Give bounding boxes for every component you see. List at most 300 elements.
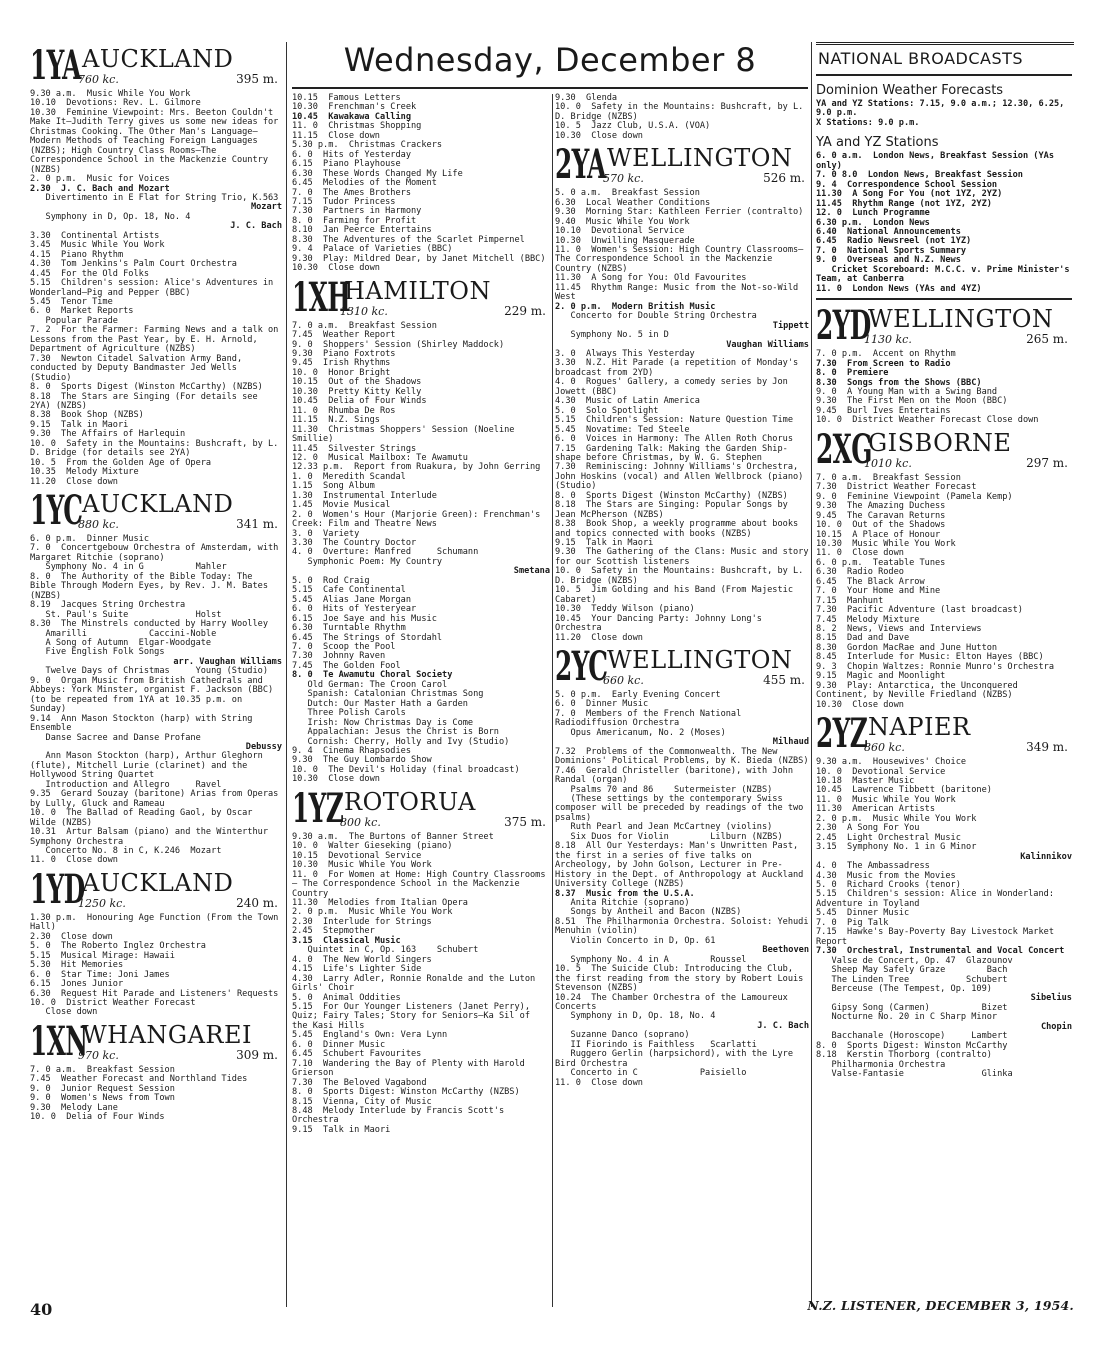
station-name: HAMILTON <box>344 276 491 305</box>
program-entry: 5. 0 Animal Oddities <box>292 992 401 1003</box>
program-entry: 10.30 Close down <box>555 130 643 141</box>
station-list <box>816 302 1072 1080</box>
program-entry: Suzanne Danco (soprano) <box>555 1030 690 1041</box>
program-entry: 8. 2 News, Views and Interviews <box>816 624 982 635</box>
station-callsign: 2YC <box>555 643 608 691</box>
program-entry: 11.45 Rhythm Range (not 1YZ, 2YZ) <box>816 198 992 209</box>
column-divider <box>286 42 287 1307</box>
program-entry: 10. 0 Safety in the Mountains: Bushcraft, by L. D. Bridge (for details see 2YA) <box>30 438 284 459</box>
program-entry: Songs by Antheil and Bacon (NZBS) <box>555 907 742 918</box>
program-entry: 9.45 The Caravan Returns <box>816 510 946 521</box>
program-entry: 8. 0 Te Awamutu Choral Society <box>292 670 453 681</box>
station-callsign: 2YA <box>555 141 606 189</box>
station-frequency: 1130 kc. <box>864 333 912 347</box>
program-entry: 3. 0 Always This Yesterday <box>555 348 695 359</box>
program-entry: Irish: Now Christmas Day is Come <box>292 717 474 728</box>
program-entry: Tippett <box>772 320 809 331</box>
program-entry: 11.45 Silvester Strings <box>292 443 417 454</box>
program-entry: 5. 0 p.m. Early Evening Concert <box>555 690 721 701</box>
station-frequency: 860 kc. <box>864 741 905 755</box>
station-wavelength: 229 m. <box>504 303 546 318</box>
national-broadcasts-title: NATIONAL BROADCASTS <box>818 49 1024 68</box>
station-wavelength: 375 m. <box>504 814 546 829</box>
program-entry: 10. 5 From the Golden Age of Opera <box>30 457 212 468</box>
program-entry: Three Polish Carols <box>292 708 406 719</box>
program-entry: Kalinnikov <box>1020 851 1072 862</box>
station-frequency: 800 kc. <box>340 815 381 829</box>
program-entry: 2.30 J. C. Bach and Mozart <box>30 183 170 194</box>
program-entry: 3.15 Symphony No. 1 in G Minor <box>816 842 977 853</box>
section-rule <box>816 74 1072 76</box>
program-entry: Six Duos for Violin Lilburn (NZBS) <box>555 831 783 842</box>
program-entry: 9.15 Talk in Maori <box>292 1124 391 1135</box>
program-entry: 10.30 Music While You Work <box>816 538 956 549</box>
program-entry: 9. 3 Chopin Waltzes: Ronnie Munro's Orchestra <box>816 661 1054 672</box>
program-entry: 3.30 N.Z. Hit Parade (a repetition of Monday's broadcast from 2YD) <box>555 358 804 378</box>
program-entry: 11. 0 Rhumba De Ros <box>292 405 396 416</box>
program-entry: 7.30 District Weather Forecast <box>816 482 977 493</box>
station-frequency: 1250 kc. <box>78 896 126 910</box>
program-entry: 9.45 Burl Ives Entertains <box>816 405 951 416</box>
program-entry: 9.15 Talk in Maori <box>555 538 654 549</box>
program-entry: 5.30 p.m. Christmas Crackers <box>292 140 443 151</box>
program-entry: 7.45 The Golden Fool <box>292 660 401 671</box>
program-entry: 10. 0 Out of the Shadows <box>816 520 946 531</box>
day-heading-rule <box>292 87 808 89</box>
publication-line: N.Z. LISTENER, DECEMBER 3, 1954. <box>807 1298 1074 1313</box>
program-entry: Ruggero Gerlin (harpsichord), with the Lyre Bird Orchestra <box>555 1049 799 1069</box>
program-entry: 8. 0 Sports Digest (Winston McCarthy) (NZBS) <box>30 382 263 393</box>
program-entry: 9.14 Ann Mason Stockton (harp) with String Ensemble <box>30 713 258 734</box>
program-entry: 6. 0 Voices in Harmony: The Allen Roth Chorus <box>555 434 793 445</box>
program-entry: 10.24 The Chamber Orchestra of the Lamoureux Concerts <box>555 992 794 1012</box>
program-entry: YA and YZ Stations: 7.15, 9.0 a.m.; 12.30, 6.25, 9.0 p.m. <box>816 99 1070 119</box>
program-entry: 9.30 Piano Foxtrots <box>292 348 396 359</box>
program-entry: 8.18 The Stars are Singing: Popular Songs by Jean McPherson (NZBS) <box>555 500 794 520</box>
program-entry: 2. 0 p.m. Music While You Work <box>292 907 453 918</box>
program-entry: Debussy <box>245 742 282 752</box>
program-entry: 11. 0 Christmas Shopping <box>292 121 422 132</box>
program-entry: 6.30 p.m. London News <box>816 217 930 228</box>
station-header <box>292 784 550 832</box>
column-1 <box>30 42 282 1123</box>
program-entry: 12. 0 Lunch Programme <box>816 208 930 219</box>
program-entry: 7. 0 Scoop the Pool <box>292 642 396 653</box>
program-entry: Cornish: Cherry, Holly and Ivy (Studio) <box>292 736 510 747</box>
program-entry: Concerto for Double String Orchestra <box>555 311 757 322</box>
program-entry: 11. 0 Close down <box>555 1077 643 1088</box>
program-entry: 6.45 The Black Arrow <box>816 576 925 587</box>
program-entry: 7.45 Weather Report <box>292 330 396 341</box>
program-entry: Danse Sacree and Danse Profane <box>30 732 201 743</box>
program-entry: 10.31 Artur Balsam (piano) and the Winterthur Symphony Orchestra <box>30 827 274 847</box>
program-entry: 6. 0 Hits of Yesteryear <box>292 604 417 615</box>
program-entry: 6.30 Local Weather Conditions <box>555 197 711 208</box>
program-entry: 5.15 Children's session: Alice in Wonderland: Adventure in Toyland <box>816 889 1060 909</box>
station-wavelength: 341 m. <box>236 517 278 532</box>
station-frequency: 660 kc. <box>603 674 644 688</box>
program-entry: 2.30 Interlude for Strings <box>292 916 432 927</box>
program-entry: 5. 0 Richard Crooks (tenor) <box>816 880 961 890</box>
program-entry: 10.15 A Place of Honour <box>816 529 941 540</box>
program-entry: Five English Folk Songs <box>30 647 165 658</box>
program-entry: Ruth Pearl and Jean McCartney (violins) <box>555 822 773 833</box>
program-entry: Valse de Concert, Op. 47 Glazounov <box>816 955 1013 966</box>
program-entry: Philharmonia Orchestra <box>816 1059 946 1070</box>
program-entry: 7. 0 Your Home and Mine <box>816 586 941 597</box>
station-header <box>816 710 1072 758</box>
day-heading: Wednesday, December 8 <box>343 41 757 79</box>
station-name: WELLINGTON <box>607 646 793 675</box>
station-callsign: 1YZ <box>292 784 344 832</box>
program-entry: 7. 0 a.m. Breakfast Session <box>30 1064 175 1075</box>
program-entry: 9.30 Play: Mildred Dear, by Janet Mitchell (BBC) <box>292 253 546 264</box>
program-entry: 10.30 Frenchman's Creek <box>292 102 417 113</box>
program-entry: 9.30 The Guy Lombardo Show <box>292 755 432 766</box>
program-entry: 11. 0 Close down <box>30 855 118 866</box>
station-wavelength: 297 m. <box>1026 455 1068 470</box>
program-entry: 9. 4 Correspondence School Session <box>816 179 998 190</box>
program-entry: 5. 0 Solo Spotlight <box>555 405 659 416</box>
station-callsign: 1YD <box>30 865 85 913</box>
program-entry: 10. 0 The Devil's Holiday (final broadcast) <box>292 764 520 775</box>
program-entry: 2.30 Close down <box>30 931 113 942</box>
program-entry: 11. 0 Women's Session: High Country Classrooms—The Correspondence School in the Mackenzie Country (NZBS) <box>555 244 804 274</box>
program-entry: 7. 2 For the Farmer: Farming News and a talk on Lessons from the Past Year, by E. H. Arnold, Department of Agriculture (NZBS) <box>30 325 284 355</box>
program-entry: 2. 0 Women's Hour (Marjorie Green): Frenchman's Creek: Film and Theatre News <box>292 509 546 530</box>
national-top-rule <box>816 42 1074 45</box>
program-entry: 7.45 Weather Forecast and Northland Tides <box>30 1074 248 1085</box>
program-entry: 7. 0 The Ames Brothers <box>292 187 411 198</box>
program-entry: 8.30 Gordon MacRae and June Hutton <box>816 642 998 653</box>
program-entry: 7.30 Reminiscing: Johnny Williams's Orchestra, John Hoskins (vocal) and Allen Wellbrock (piano) (Studio) <box>555 462 809 492</box>
program-entry: 10.35 Melody Mixture <box>30 467 139 478</box>
program-entry: 7.45 Melody Mixture <box>816 614 920 625</box>
station-name: AUCKLAND <box>82 490 234 519</box>
program-entry: 7.30 Pacific Adventure (last broadcast) <box>816 605 1023 616</box>
program-entry: Close down <box>30 1007 98 1018</box>
program-entry: 5.15 Musical Mirage: Hawaii <box>30 950 175 961</box>
program-entry: 5. 0 Rod Craig <box>292 575 370 586</box>
program-entry: 4. 0 The Ambassadress <box>816 861 930 872</box>
program-entry: 8.30 The Adventures of the Scarlet Pimpernel <box>292 234 525 245</box>
program-entry: 9.30 Morning Star: Kathleen Ferrier (contralto) <box>555 207 804 218</box>
program-entry: 7.30 The Beloved Vagabond <box>292 1077 427 1088</box>
program-entry: 6.30 These Words Changed My Life <box>292 168 463 179</box>
program-entry: 7. 0 a.m. Breakfast Session <box>816 472 961 483</box>
program-entry: 10. 0 Devotional Service <box>816 766 946 777</box>
program-entry: 10.30 Close down <box>292 774 380 785</box>
program-entry: Cricket Scoreboard: M.C.C. v. Prime Minister's Team, at Canberra <box>816 264 1075 285</box>
program-entry: Symphony in D, Op. 18, No. 4 <box>555 1011 716 1022</box>
weather-list <box>816 100 1072 128</box>
program-entry: 10. 0 Delia of Four Winds <box>30 1112 165 1123</box>
program-entry: Milhaud <box>772 737 809 748</box>
program-entry: 4.15 Piano Rhythm <box>30 249 124 260</box>
program-entry: 11.30 Melodies from Italian Opera <box>292 897 468 908</box>
station-frequency: 1010 kc. <box>864 456 912 470</box>
program-entry: 8.10 Jan Peerce Entertains <box>292 225 432 236</box>
program-entry: 3.45 Music While You Work <box>30 240 165 251</box>
program-entry: 8. 0 Sports Digest (Winston McCarthy) (NZBS) <box>555 490 788 501</box>
program-entry: 9. 4 Cinema Rhapsodies <box>292 746 411 756</box>
program-entry: 11.30 Christmas Shoppers' Session (Noeline Smillie) <box>292 424 520 445</box>
program-entry: 6. 0 Dinner Music <box>292 1039 386 1050</box>
program-entry: Popular Parade <box>30 315 118 326</box>
program-entry: 4.45 For the Old Folks <box>30 268 149 279</box>
program-entry: St. Paul's Suite Holst <box>30 609 222 620</box>
program-entry: 5.30 Hit Memories <box>30 960 124 971</box>
station-name: WELLINGTON <box>868 305 1054 334</box>
column-divider <box>811 42 812 1307</box>
program-entry: 10.30 Music While You Work <box>292 860 432 871</box>
station-wavelength: 265 m. <box>1026 332 1068 347</box>
program-entry: 8.19 Jacques String Orchestra <box>30 600 186 611</box>
program-entry: 8.30 The Minstrels conducted by Harry Woolley <box>30 619 268 630</box>
program-entry: 10.10 Devotional Service <box>555 226 685 237</box>
program-entry: X Stations: 9.0 p.m. <box>816 117 920 128</box>
program-entry: 10. 5 Jim Golding and his Band (From Majestic Cabaret) <box>555 585 799 605</box>
program-entry: 5.15 For Our Younger Listeners (Janet Perry), Quiz; Fairy Tales; Story for Seniors—Ka Sil of the Kasi Hills <box>292 1001 536 1031</box>
program-entry: 2. 0 p.m. Modern British Music <box>555 301 716 312</box>
program-entry: 9.15 Talk in Maori <box>30 419 129 430</box>
program-entry: 5.45 England's Own: Vera Lynn <box>292 1030 448 1041</box>
program-entry: 7. 0 Concertgebouw Orchestra of Amsterdam, with Margaret Ritchie (soprano) <box>30 543 284 563</box>
program-entry: 9. 0 A Young Man with a Swing Band <box>816 386 998 397</box>
program-entry: Sheep May Safely Graze Bach <box>816 965 1008 976</box>
station-wavelength: 395 m. <box>236 72 278 86</box>
program-entry: 5. 0 a.m. Breakfast Session <box>555 188 700 199</box>
program-entry: 7. 0 p.m. Accent on Rhythm <box>816 349 956 360</box>
station-name: NAPIER <box>868 713 971 742</box>
program-entry: Ann Mason Stockton (harp), Arthur Gleghorn (flute), Mitchell Lurie (clarinet) and the Hollywood String Quartet <box>30 751 269 781</box>
program-entry: Spanish: Catalonian Christmas Song <box>292 689 484 700</box>
program-entry: 8.18 Kerstin Thorborg (contralto) <box>816 1050 992 1061</box>
program-entry: (These settings by the contemporary Swiss composer will be preceded by readings of the two psalms) <box>555 794 809 823</box>
station-callsign: 2YD <box>816 302 871 350</box>
program-entry: 11.30 A Song For You (not 1YZ, 2YZ) <box>816 189 1003 200</box>
program-entry: 1.30 Instrumental Interlude <box>292 490 437 501</box>
program-entry: 9.15 Magic and Moonlight <box>816 671 946 682</box>
program-entry: Chopin <box>1040 1021 1072 1032</box>
program-entry: 2.45 Light Orchestral Music <box>816 832 961 843</box>
program-entry: 6.30 Radio Rodeo <box>816 567 904 578</box>
program-entry: Symphony No. 4 in G Mahler <box>30 562 227 573</box>
program-entry: 7.15 Manhunt <box>816 595 884 606</box>
program-entry: 5.15 Children's session: Alice's Adventures in Wonderland—Pig and Pepper (BBC) <box>30 278 279 298</box>
station-frequency: 970 kc. <box>78 1048 119 1062</box>
program-entry: 6.15 Piano Playhouse <box>292 159 401 170</box>
program-entry: 11. 0 For Women at Home: High Country Classrooms — The Correspondence School in the Mackenzie Country <box>292 869 551 899</box>
program-entry: 8. 0 Sports Digest: Winston McCarthy (NZBS) <box>292 1087 520 1098</box>
yayz-list <box>816 151 1075 294</box>
program-entry: Nocturne No. 20 in C Sharp Minor <box>816 1012 998 1023</box>
program-entry: 10.30 Teddy Wilson (piano) <box>555 604 695 615</box>
program-entry: 9. 0 Organ Music from British Cathedrals and Abbeys: York Minster, organist F. Jackson (BBC) (to be repeated from 1YA at 10.35 p.m. on Sunday) <box>30 675 279 715</box>
program-entry: 2. 0 p.m. Music While You Work <box>816 813 977 824</box>
program-entry: 7. 0 8.0 London News, Breakfast Session <box>816 170 1023 181</box>
station-name: AUCKLAND <box>82 45 234 73</box>
program-entry: Violin Concerto in D, Op. 61 <box>555 935 716 946</box>
program-entry: 4. 0 Overture: Manfred Schumann <box>292 547 479 558</box>
program-entry: 10.30 Close down <box>292 263 380 274</box>
program-entry: 4.15 Life's Lighter Side <box>292 964 422 975</box>
program-entry: 1. 0 Meredith Scandal <box>292 471 406 482</box>
program-entry: 10.45 Lawrence Tibbett (baritone) <box>816 785 992 796</box>
program-entry: The Linden Tree Schubert <box>816 974 1008 985</box>
program-entry: 8.51 The Philharmonia Orchestra. Soloist: Yehudi Menuhin (violin) <box>555 916 814 937</box>
program-entry: 10. 5 Jazz Club, U.S.A. (VOA) <box>555 121 711 132</box>
program-entry: 10. 0 Safety in the Mountains: Bushcraft, by L. D. Bridge (NZBS) <box>555 102 809 122</box>
program-entry: Concerto No. 8 in C, K.246 Mozart <box>30 845 222 856</box>
program-entry: 12. 0 Musical Mailbox: Te Awamutu <box>292 452 468 463</box>
program-entry: Opus Americanum, No. 2 (Moses) <box>555 727 726 738</box>
program-entry: 8.18 All Our Yesterdays: Man's Unwritten Past, the first in a series of five talks on Archeology, by John Golson, Lecturer in Pre-History in the Dept. of Anthropology at Auckland University College (NZBS) <box>555 841 809 890</box>
program-entry: 4. 0 Rogues' Gallery, a comedy series by Jon Jowett (BBC) <box>555 377 794 397</box>
program-entry: Twelve Days of Christmas Young (Studio) <box>30 666 269 677</box>
program-entry: 9.30 a.m. The Burtons of Banner Street <box>292 831 494 842</box>
program-entry: 4.30 Music from the Movies <box>816 870 956 881</box>
program-entry: Old German: The Croon Carol <box>292 679 448 690</box>
program-entry: 7.30 Partners in Harmony <box>292 206 422 217</box>
program-entry: 9.30 The Amazing Duchess <box>816 501 946 512</box>
station-frequency: 1310 kc. <box>340 304 388 318</box>
program-entry: 11.45 Rhythm Range: Music from the Not-so-Wild West <box>555 282 804 303</box>
station-header <box>30 1017 282 1065</box>
station-name: GISBORNE <box>868 428 1012 457</box>
program-entry: 6. 0 a.m. London News, Breakfast Session (YAs only) <box>816 151 1060 171</box>
program-entry: Vaughan Williams <box>726 339 809 350</box>
program-entry: 7.30 Newton Citadel Salvation Army Band, conducted by Deputy Bandmaster Jed Wells (Studio) <box>30 353 248 383</box>
station-callsign: 1XH <box>292 273 351 321</box>
station-callsign: 2YZ <box>816 710 868 758</box>
program-entry: 7. 0 Members of the French National Radiodiffusion Orchestra <box>555 708 747 729</box>
station-header <box>30 487 282 535</box>
column-2 <box>292 94 550 1135</box>
column-3 <box>555 93 814 1088</box>
program-entry: Amarilli Caccini-Noble <box>30 628 217 639</box>
program-entry: 10. 5 The Suicide Club: Introducing the Club, the first reading from the story by Robert Louis Stevenson (NZBS) <box>555 964 809 994</box>
program-entry: 8.38 Book Shop, a weekly programme about books and topics connected with books (NZBS) <box>555 519 804 539</box>
program-entry: Quintet in C, Op. 163 Schubert <box>292 945 479 956</box>
program-entry: 8. 0 Farming for Profit <box>292 215 417 226</box>
program-entry: 9. 0 Women's News from Town <box>30 1093 175 1104</box>
program-entry: 9.30 a.m. Housewives' Choice <box>816 757 967 768</box>
program-entry: 6. 0 Hits of Yesterday <box>292 149 411 160</box>
program-entry: 6.30 Turntable Rhythm <box>292 623 406 634</box>
program-entry: 10.15 Devotional Service <box>292 850 422 861</box>
column-national <box>816 48 1075 1080</box>
station-wavelength: 349 m. <box>1026 740 1068 755</box>
program-entry: 5. 0 The Roberto Inglez Orchestra <box>30 941 206 952</box>
program-entry: 6.30 Request Hit Parade and Listeners' Requests <box>30 988 279 999</box>
program-entry: Symphony No. 5 in D <box>555 330 669 341</box>
program-entry: 9.30 Play: Antarctica, the Unconquered Continent, by Neville Friedland (NZBS) <box>816 680 1023 701</box>
program-entry: II Fiorindo is Faithless Scarlatti <box>555 1039 757 1050</box>
program-entry: 8.38 Book Shop (NZBS) <box>30 410 144 421</box>
program-entry: 3.15 Classical Music <box>292 935 401 946</box>
program-entry: Berceuse (The Tempest, Op. 109) <box>816 983 992 994</box>
program-entry: 5.45 Tenor Time <box>30 296 113 307</box>
station-wavelength: 309 m. <box>236 1047 278 1062</box>
program-entry: 6.40 National Announcements <box>816 226 961 237</box>
program-entry: 6. 0 Market Reports <box>30 306 134 317</box>
program-entry: 5.45 Dinner Music <box>816 908 910 919</box>
station-callsign: 2XG <box>816 425 872 473</box>
program-entry: 1.15 Song Album <box>292 481 375 492</box>
program-entry: 6.45 Melodies of the Moment <box>292 178 437 189</box>
program-entry: 6. 0 p.m. Teatable Tunes <box>816 557 946 568</box>
program-entry: 10. 0 District Weather Forecast <box>30 997 196 1008</box>
program-entry: Dutch: Our Master Hath a Garden <box>292 698 468 709</box>
program-entry: 9.30 The Affairs of Harlequin <box>30 429 186 440</box>
program-entry: 6.45 Radio Newsreel (not 1YZ) <box>816 236 972 247</box>
program-entry: 7.15 Gardening Talk: Making the Garden Ship-shape before Christmas, by W. G. Stephen <box>555 443 788 463</box>
station-header <box>816 302 1072 350</box>
station-frequency: 760 kc. <box>78 73 119 86</box>
program-entry: 10.30 Feminine Viewpoint: Mrs. Beeton Couldn't Make It—Judith Terry gives us some new ideas for Christmas Cooking. The Other Man's Language—Modern Methods of Teaching Foreign Languages (NZBS); High Country Class Rooms—The Correspondence School in the Mackenzie Country (NZBS) <box>30 107 284 175</box>
station-name: AUCKLAND <box>82 868 234 897</box>
program-entry: 10. 0 The Ballad of Reading Gaol, by Oscar Wilde (NZBS) <box>30 808 258 828</box>
program-entry: 4.30 Larry Adler, Ronnie Ronalde and the Luton Girls' Choir <box>292 973 541 994</box>
station-wavelength: 240 m. <box>236 895 278 910</box>
program-entry: 9.30 The First Men on the Moon (BBC) <box>816 396 1008 407</box>
program-entry: 6. 0 Star Time: Joni James <box>30 969 170 980</box>
program-entry: 6. 0 p.m. Dinner Music <box>30 534 149 545</box>
program-entry: 10. 0 District Weather Forecast Close down <box>816 415 1039 426</box>
program-entry: 10.18 Master Music <box>816 776 915 787</box>
section-rule <box>816 298 1072 300</box>
program-entry: 9. 4 Palace of Varieties (BBC) <box>292 244 453 255</box>
program-entry: 8.37 Music from the U.S.A. <box>555 888 695 899</box>
program-entry: 8.48 Melody Interlude by Francis Scott's Orchestra <box>292 1105 510 1126</box>
program-entry: 4.30 Tom Jenkins's Palm Court Orchestra <box>30 259 237 270</box>
program-entry: 9. 0 Junior Request Session <box>30 1083 175 1094</box>
station-wavelength: 455 m. <box>763 673 805 688</box>
program-entry: 7.10 Wandering the Bay of Plenty with Harold Grierson <box>292 1058 531 1079</box>
program-entry: 10.30 Close down <box>816 699 904 710</box>
program-entry: 4.30 Music of Latin America <box>555 396 700 407</box>
program-entry: 9.45 Irish Rhythms <box>292 358 391 369</box>
program-entry: Introduction and Allegro Ravel <box>30 779 222 790</box>
program-entry: Symphonic Poem: My Country <box>292 556 443 567</box>
program-entry: 10.45 Delia of Four Winds <box>292 396 427 407</box>
program-entry: J. C. Bach <box>757 1020 809 1031</box>
program-entry: 8.45 Interlude for Music: Elton Hayes (BBC) <box>816 652 1044 663</box>
program-entry: 10.15 Out of the Shadows <box>292 377 422 388</box>
program-entry: 1.30 p.m. Honouring Age Function (From the Town Hall) <box>30 912 284 933</box>
program-entry: 11. 0 London News (YAs and 4YZ) <box>816 283 982 294</box>
program-entry: 7.30 From Screen to Radio <box>816 358 951 369</box>
station-callsign: 1YA <box>30 42 81 89</box>
program-entry: 11.30 A Song for You: Old Favourites <box>555 273 747 284</box>
program-entry: 11.20 Close down <box>30 476 118 487</box>
program-entry: 9.30 The Gathering of the Clans: Music and story for our Scottish listeners <box>555 547 814 567</box>
program-entry: 8. 0 The Authority of the Bible Today: The Bible Through Modern Eyes, by Rev. J. M. Bates (NZBS) <box>30 571 274 601</box>
program-entry: Bacchanale (Horoscope) Lambert <box>816 1031 1008 1042</box>
program-entry: 9.30 a.m. Music While You Work <box>30 89 191 99</box>
program-entry: 7. 0 National Sports Summary <box>816 245 967 256</box>
program-entry: 10.10 Devotions: Rev. L. Gilmore <box>30 98 201 109</box>
program-entry: 6.15 Jones Junior <box>30 979 124 990</box>
program-entry: 1.45 Movie Musical <box>292 500 391 511</box>
program-entry: 9. 0 Feminine Viewpoint (Pamela Kemp) <box>816 491 1013 502</box>
program-entry: 9.35 Gerard Souzay (baritone) Arias from Operas by Lully, Gluck and Rameau <box>30 789 284 809</box>
program-entry: 5.15 Children's Session: Nature Question Time <box>555 415 793 426</box>
page-number: 40 <box>30 1300 53 1319</box>
program-entry: Beethoven <box>762 945 809 956</box>
program-entry: 7.15 Tudor Princess <box>292 196 396 207</box>
